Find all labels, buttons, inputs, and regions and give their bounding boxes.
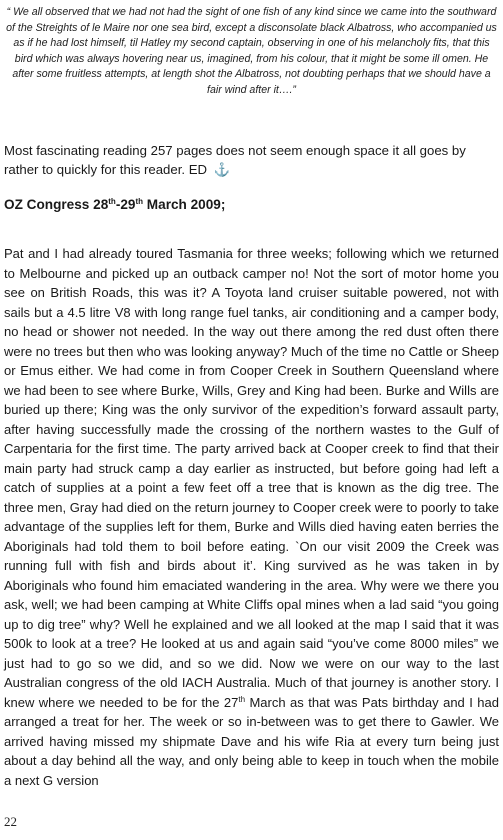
article-part-2: March as that was Pats birthday and I had arranged a treat for her. The week or so in-between was to get there to Gawler. We arrived having missed my shipmate Dave and his wife Ria at every turn being just about a day behind all the way, and only being able to keep in touch when the mobile a next G version	[4, 694, 499, 788]
article-body	[4, 244, 499, 790]
albatross-quote: “ We all observed that we had not had the sight of one fish of any kind since we came into the southward of the Streights of le Maire nor one sea bird, except a disconsolate black Albatross, who accompanied us as if he had lost himself, til Hatley my second captain, observing in one of his melancholy fits, that this bird which was always hovering near us, imagined, from his colour, that it might be some ill omen. He after some fruitless attempts, at length shot the Albatross, not doubting perhaps that we should have a fair wind after it….”	[6, 6, 497, 96]
heading-mid: -29	[115, 197, 136, 212]
section-heading	[4, 196, 499, 214]
book-review-note	[4, 141, 499, 179]
anchor-icon: ⚓	[213, 162, 231, 177]
article-ordinal: th	[238, 694, 246, 704]
review-text: Most fascinating reading 257 pages does not seem enough space it all goes by rather to quickly for this reader. ED	[4, 143, 466, 177]
heading-suffix: March 2009;	[143, 197, 226, 212]
article-part-1: Pat and I had already toured Tasmania for three weeks; following which we returned to Melbourne and picked up an outback camper no! Not the sort of motor home you see on British Roads, this was it? A Toyota land cruiser suitable powered, not with sails but a 4.5 litre V8 with long range fuel tanks, air conditioning and a camper body, no head or shower not needed. In the way out there among the red dust often there were no trees but then who was looking anyway? Much of the time no Cattle or Sheep or Emus either. We had come in from Cooper Creek in Southern Queensland where we had been to see where Burke, Wills, Grey and King had been. Burke and Wills are buried up there; King was the only survivor of the expedition’s forward assault party, after having successfully made the crossing of the northern wastes to the Gulf of Carpentaria for the first time. The party arrived back at Cooper creek to find that their main party had struck camp a day earlier as instructed, but before going had left a catch of supplies at a point a few feet off a tree that is known as the dig tree. The three men, Gray had died on the return journey to Cooper creek were to poorly to take advantage of the supplies left for them, Burke and Wills died having eaten berries the Aboriginals had told them to boil before eating. `On our visit 2009 the Creek was running full with fish and birds about it’. King survived as he was taken in by Aboriginals who found him emaciated wandering in the area. Why were we there you ask, well; we had been camping at White Cliffs opal mines when a lad said “you going up to dig tree” why? Well he explained and we all looked at the map I said that it was 500k to look at a tree? He looked at us and again said “you’ve come 8000 miles” we just had to go so we did, and so we did. Now we were on our way to the last Australian congress of the old IACH Australia. Much of that journey is another story. I knew where we needed to be for the 27	[4, 246, 500, 710]
heading-ordinal-2: th	[135, 197, 144, 206]
heading-prefix: OZ Congress 28	[4, 197, 109, 212]
heading-ordinal-1: th	[108, 197, 116, 206]
page-number: 22	[4, 814, 17, 829]
